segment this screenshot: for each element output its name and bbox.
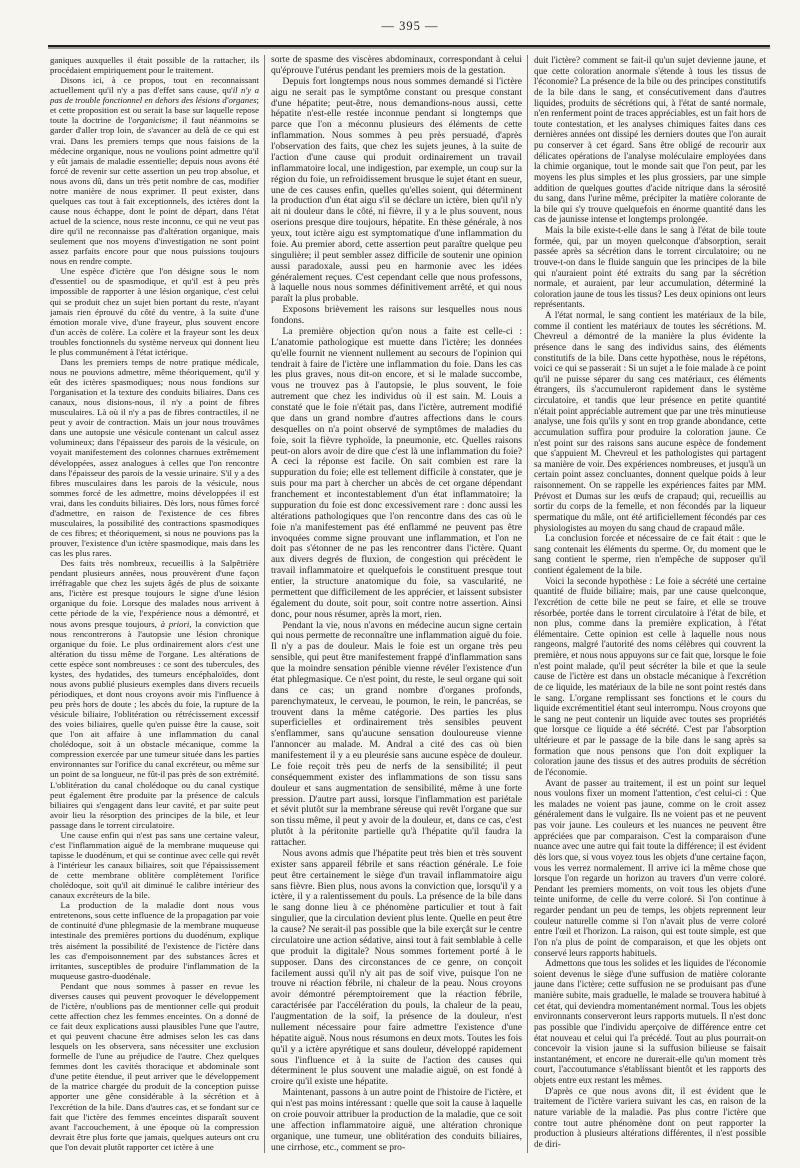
paragraph bbox=[534, 55, 766, 225]
column-body bbox=[271, 55, 522, 1153]
text-run: ; il faut néanmoins se garder d'aller trop loin, de s'avancer au delà de ce qui est vrai. Dans les premiers temps que nous faisions de la médecine organique, nous ne voulions point admettre qu'il y eût jamais de maladie essentielle; depuis nous avons été forcé de revenir sur cette assertion un peu trop absolue, et nous avons dû, dans un très petit nombre de cas, modifier notre manière de nous exprimer. Il peut exister, dans quelques cas tout à fait exceptionnels, des ictères dont la cause nous échappe, dont le point de départ, dans l'état actuel de la science, nous reste inconnu, ce qui ne veut pas dire qu'il ne reconnaisse pas d'altération organique, mais seulement que nos moyens d'investigation ne sont point assez parfaits encore pour que nous puissions toujours nous en rendre compte. bbox=[50, 115, 259, 267]
paragraph bbox=[271, 305, 522, 327]
paragraph bbox=[534, 310, 766, 533]
italic-text: organicisme bbox=[132, 115, 176, 126]
page-number: — 395 — bbox=[381, 19, 439, 33]
text-run: ganiques auxquelles il était possible de la rattacher, ils procédaient empiriquement pour le traitement. bbox=[50, 55, 259, 76]
column-body bbox=[534, 55, 766, 1149]
text-run: Avant de passer au traitement, il est un point sur lequel nous voulons fixer un moment l'attention, c'est celui-ci : Que les malades ne voient pas jaune, comme on le croit assez généralement dans le vulgaire. Ils ne voient pas et ne peuvent pas voir jaune. Les couleurs et les nuances ne peuvent être appréciées que par comparaison. C'est la comparaison d'une nuance avec une autre qui fait toute la différence; il est évident dès lors que, si vous voyez tous les objets d'une certaine façon, vous les verrez normalement. Il arrive ici la même chose que lorsque l'on regarde un horizon au travers d'un verre coloré. Pendant les premiers moments, on voit tous les objets d'une teinte uniforme, de celle du verre coloré. Si l'on continue à regarder pendant un peu de temps, les objets reprennent leur couleur naturelle comme si l'on n'avait plus de verre coloré entre l'œil et l'horizon. La raison, qui est toute simple, est que l'on n'a plus de point de comparaison, et que les objets ont conservé leurs rapports habituels. bbox=[534, 777, 766, 958]
text-run: La conclusion forcée et nécessaire de ce fait était : que le sang contenait les éléments du sperme. Or, du moment que le sang contient le sperme, rien n'empêche de supposer qu'il contient également de la bile. bbox=[534, 533, 766, 575]
paragraph bbox=[271, 621, 522, 849]
text-run: Nous avons admis que l'hépatite peut très bien et très souvent exister sans appareil fébrile et sans réaction générale. Le foie peut être certainement le siège d'un travail inflammatoire aigu sans fièvre. Bien plus, nous avons la conviction que, lorsqu'il y a ictère, il y a ralentissement du pouls. La présence de la bile dans le sang donne lieu à ce phénomène particulier et tout à fait singulier, que la circulation devient plus lente. Quelle en peut être la cause? Ne serait-il pas possible que la bile exerçât sur le centre circulatoire une action sédative, ainsi tout à fait semblable à celle que produit la digitale? Nous sommes fortement porté à le supposer. Dans des circonstances de ce genre, on conçoit facilement aussi qu'il n'y ait pas de soif vive, puisque l'on ne trouve ni réaction fébrile, ni chaleur de la peau. Nous croyons avoir démontré péremptoirement que la réaction fébrile, caractérisée par l'accélération du pouls, la chaleur de la peau, l'augmentation de la soif, la présence de la douleur, n'est nullement nécessaire pour faire admettre l'existence d'une hépatite aiguë. Nous nous résumons en deux mots. Toutes les fois qu'il y a ictère apyrétique et sans douleur, développé rapidement sous l'influence et à la suite de l'action des causes qui déterminent le plus souvent une maladie aiguë, on est fondé à croire qu'il existe une hépatite. bbox=[271, 847, 522, 1088]
paragraph bbox=[271, 55, 522, 77]
text-run: Dans les premiers temps de notre pratique médicale, nous ne pouvions admettre, même théoriquement, qu'il y eût des ictères spasmodiques; nous nous fondions sur l'organisation et la texture des conduits biliaires. Dans ces canaux, nous disions-nous, il n'y a point de fibres musculaires. Là où il n'y a pas de fibres contractiles, il ne peut y avoir de contraction. Mais un jour nous trouvâmes dans une autopsie une vésicule contenant un calcul assez volumineux; dans l'épaisseur des parois de la vésicule, on voyait manifestement des colonnes charnues extrêmement développées, assez analogues à celles que l'on rencontre dans l'épaisseur des parois de la vessie urinaire. S'il y a des fibres musculaires dans les parois de la vésicule, nous sommes forcé de les admettre, moins développées il est vrai, dans les conduits biliaires. Dès lors, nous fûmes forcé d'admettre, en raison de l'existence de ces fibres musculaires, la possibilité des contractions spasmodiques de ces fibres; et théoriquement, si nous ne pouvions pas la prouver, l'existence d'un ictère spasmodique, mais dans les cas les plus rares. bbox=[50, 356, 259, 559]
text-run: Disons ici, à ce propos, tout en reconnaissant actuellement qu'il n'y a pas d'effet sans cause, qu' bbox=[50, 75, 259, 96]
header-rule bbox=[48, 45, 770, 47]
text-column-right bbox=[527, 55, 766, 1153]
italic-text: il n'y a pas de trouble fonctionnel en dehors des lésions d'organes bbox=[50, 85, 259, 106]
text-run: La première objection qu'on nous a faite est celle-ci : L'anatomie pathologique est muette dans l'ictère; les données qu'elle fournit ne viennent nullement au secours de l'opinion qui tendrait à faire de l'ictère une inflammation du foie. Dans les cas les plus graves, nous dit-on encore, et si le malade succombe, vous ne trouvez pas à l'autopsie, le plus souvent, le foie autrement que chez les individus où il est sain. M. Louis a constaté que le foie n'était pas, dans l'ictère, autrement modifié que dans un grand nombre d'autres affections dans le cours desquelles on n'a point observé de symptômes de maladies du foie, soit la fièvre typhoïde, la pneumonie, etc. Quelles raisons peut-on alors avoir de dire que c'est là une inflammation du foie? A ceci la réponse est facile. On sait combien est rare la suppuration du foie; elle est tellement difficile à constater, que je suis pour ma part à chercher un abcès de cet organe dépendant franchement et incontestablement d'un état inflammatoire; la suppuration du foie est donc excessivement rare : donc aussi les altérations pathologiques que l'on rencontre dans des cas où le foie n'a manifestement pas été enflammé ne peuvent pas être invoquées comme signe prouvant une inflammation, et l'on ne doit pas s'étonner de ne pas les rencontrer dans l'ictère. Quant aux divers degrés de fluxion, de congestion qui précèdent le travail inflammatoire et quelquefois le constituent presque tout entier, la structure anatomique du foie, sa vascularité, ne permettent que difficilement de les apprécier, et laissent subsister également du doute, soit pour, soit contre notre assertion. Ainsi donc, pour nous résumer, après la mort, rien. bbox=[271, 325, 522, 620]
text-run: Pendant la vie, nous n'avons en médecine aucun signe certain qui nous permette de reconnaître une inflammation aiguë du foie. Il n'y a pas de douleur. Mais le foie est un organe très peu sensible, qui peut être manifestement frappé d'inflammation sans que la moindre sensation pénible vienne révéler l'existence d'un état phlegmasique. Ce n'est point, du reste, le seul organe qui soit dans ce cas; un grand nombre d'organes profonds, parenchymateux, le cerveau, le poumon, le rein, le pancréas, se trouvent dans la même catégorie. Des parties les plus superficielles et ordinairement très sensibles peuvent s'enflammer, sans qu'aucune sensation douloureuse vienne l'annoncer au malade. M. Andral a cité des cas où bien manifestement il y a eu pleurésie sans aucune espèce de douleur. Le foie reçoit très peu de nerfs de la sensibilité; il peut conséquemment exister des inflammations de son tissu sans douleur et sans augmentation de sensibilité, même à une forte pression. D'autre part aussi, lorsque l'inflammation est pariétale et sévit plutôt sur la membrane séreuse qui revêt l'organe que sur son tissu même, il peut y avoir de la douleur, et, dans ce cas, c'est plutôt à la péritonite partielle qu'à l'hépatite qu'il faudra la rattacher. bbox=[271, 619, 522, 848]
text-run: Maintenant, passons à un autre point de l'histoire de l'ictère, et qui n'est pas moins intéressant : quelle que soit la cause à laquelle on croie pouvoir attribuer la production de la maladie, que ce soit une affection inflammatoire aiguë, une altération chronique organique, une tumeur, une oblitération des conduits biliaires, une cirrhose, etc., comment se pro- bbox=[271, 1087, 522, 1153]
paragraph bbox=[50, 558, 259, 830]
text-run: A l'état normal, le sang contient les matériaux de la bile, comme il contient les matériaux de toutes les sécrétions. M. Chevreul a démontré de la manière la plus évidente la présence dans le sang des individus sains, des éléments constitutifs de la bile. Dans cette hypothèse, nous le répétons, voici ce qui se passerait : Si un sujet a le foie malade à ce point qu'il ne puisse séparer du sang ces matériaux, ces éléments étrangers, ils s'accumuleront rapidement dans le système circulatoire, et tandis que leur présence en petite quantité n'était point appréciable autrement que par une très minutieuse analyse, une fois qu'ils y sont en trop grande abondance, cette accumulation suffira pour produire la coloration jaune. Ce n'est point sur des raisons sans aucune espèce de fondement que s'appuient M. Chevreul et les pathologistes qui partagent sa manière de voir. Des expériences nombreuses, et jusqu'à un certain point assez concluantes, donnent quelque poids à leur raisonnement. On se rappelle les expériences faites par MM. Prévost et Dumas sur les œufs de crapaud; qui, recueillis au sortir du corps de la femelle, et non fécondés par la liqueur spermatique du mâle, ont été artificiellement fécondés par ces physiologistes au moyen du sang chaud de crapaud mâle. bbox=[534, 310, 766, 533]
paragraph bbox=[50, 357, 259, 558]
paragraph bbox=[534, 225, 766, 310]
paragraph bbox=[534, 576, 766, 778]
paragraph bbox=[50, 981, 259, 1152]
text-columns bbox=[50, 55, 766, 1153]
text-run: La production de la maladie dont nous vous entretenons, sous cette influence de la propagation par voie de continuité d'une phlegmasie de la membrane muqueuse intestinale des premières portions du duodénum, explique très aisément la possibilité de l'existence de l'ictère dans les cas d'empoisonnement par des substances âcres et irritantes, susceptibles de produire l'inflammation de la muqueuse gastro-duodénale. bbox=[50, 900, 259, 981]
paragraph bbox=[271, 77, 522, 305]
paragraph bbox=[534, 1086, 766, 1150]
text-run: Pendant que nous sommes à passer en revue les diverses causes qui peuvent provoquer le développement de l'ictère, n'oublions pas de mentionner celle qui produit cette affection chez les femmes enceintes. On a donné de ce fait deux explications aussi plausibles l'une que l'autre, et qui peuvent chacune être admises selon les cas dans lesquels on les observera, sans nécessiter une exclusion formelle de l'une au préjudice de l'autre. Chez quelques femmes dont les cavités thoracique et abdominale sont d'une petite étendue, il peut arriver que le développement de la matrice chargée du produit de la conception puisse apporter une gêne considérable à la sécrétion et à l'excrétion de la bile. Dans d'autres cas, et se fondant sur ce fait que l'ictère des femmes enceintes disparaît souvent avant l'accouchement, à une époque où la compression devrait être plus forte que jamais, quelques auteurs ont cru que l'on devait plutôt rapporter cet ictère à une bbox=[50, 980, 259, 1152]
text-run: Mais la bile existe-t-elle dans le sang à l'état de bile toute formée, qui, par un moyen quelconque d'absorption, serait passée après sa sécrétion dans le torrent circulatoire; ou ne trouve-t-on dans le fluide sanguin que les principes de la bile qui n'auraient point été extraits du sang par la sécrétion normale, et auraient, par leur accumulation, déterminé la coloration jaune de tous les tissus? Les deux opinions ont leurs représentants. bbox=[534, 225, 766, 310]
text-run: sorte de spasme des viscères abdominaux, correspondant à celui qu'éprouve l'utérus pendant les premiers mois de la gestation. bbox=[271, 55, 522, 76]
text-run: Une espèce d'ictère que l'on désigne sous le nom d'essentiel ou de spasmodique, et qu'il est à peu près impossible de rapporter à une lésion organique, c'est celui qui se produit chez un sujet bien portant du reste, n'ayant jamais rien éprouvé du côté du ventre, à la suite d'une émotion morale vive, d'une frayeur, plus souvent encore d'un accès de colère. La colère et la frayeur sont les deux troubles fonctionnels du système nerveux qui donnent lieu le plus communément à l'état ictérique. bbox=[50, 266, 259, 357]
text-column-middle bbox=[264, 55, 527, 1153]
text-run: Des faits très nombreux, recueillis à la Salpêtrière pendant plusieurs années, nous prouvèrent d'une façon irréfragable que chez les sujets âgés de plus de soixante ans, l'ictère est presque toujours le signe d'une lésion organique du foie. Lorsque des malades nous arrivent à cette période de la vie, l'expérience nous a démontré, et nous avons presque toujours, bbox=[50, 558, 259, 629]
paragraph bbox=[271, 327, 522, 621]
column-body bbox=[50, 55, 259, 1152]
paragraph bbox=[50, 266, 259, 357]
text-run: Exposons brièvement les raisons sur lesquelles nous nous fondons. bbox=[271, 304, 522, 326]
paragraph bbox=[534, 958, 766, 1086]
italic-text: à priori bbox=[160, 618, 190, 629]
text-run: D'après ce que nous avons dit, il est évident que le traitement de l'ictère variera suivant les cas, en raison de la nature variable de la maladie. Pas plus contre l'ictère que contre tout autre phénomène dont on peut rapporter la production à plusieurs altérations différentes, il n'est possible de diri- bbox=[534, 1085, 766, 1149]
text-run: Voici la seconde hypothèse : Le foie a sécrété une certaine quantité de fluide biliaire; mais, par une cause quelconque, l'excrétion de cette bile ne peut se faire, et elle se trouve résorbée, portée dans le torrent circulatoire à l'état de bile, et non plus, comme dans la première explication, à l'état élémentaire. Cette opinion est celle à laquelle nous nous rangeons, malgré l'autorité des noms célèbres qui couvrent la première, et nous nous appuyons sur ce fait que, lorsque le foie n'est point malade, qu'il peut sécréter la bile et que la seule cause de l'ictère est dans un obstacle mécanique à l'excrétion de ce liquide, les matériaux de la bile ne sont point restés dans le sang. L'organe remplissant ses fonctions et le cours du liquide excrémentitiel étant seul interrompu. Nous croyons que le sang ne peut contenir un liquide avec toutes ses propriétés que lorsque ce liquide a été sécrété. C'est par l'absorption ultérieure et par le passage de la bile dans le sang après sa formation que nous pensons que l'on doit expliquer la coloration jaune des tissus et des autres produits de sécrétion de l'économie. bbox=[534, 575, 766, 777]
text-run: Depuis fort longtemps nous nous sommes demandé si l'ictère aigu ne serait pas le symptôme constant ou presque constant d'une hépatite; peut-être, nous demandions-nous aussi, cette hépatite n'est-elle restée inconnue pendant si longtemps que parce que l'on a méconnu plusieurs des éléments de cette inflammation. Nous sommes à peu près persuadé, d'après l'observation des faits, que chez les sujets jeunes, à la suite de l'action d'une cause qui produit ordinairement un travail inflammatoire local, une indigestion, par exemple, un coup sur la région du foie, un refroidissement brusque le sujet étant en sueur, une de ces causes enfin, quelles qu'elles soient, qui déterminent la production d'un état aigu s'il se déclare un ictère, bien qu'il n'y ait ni douleur dans le côté, ni fièvre, il y a le plus souvent, nous oserions presque dire toujours, hépatite. En thèse générale, à nos yeux, tout ictère aigu est symptomatique d'une inflammation du foie. Au premier abord, cette assertion peut paraître quelque peu singulière; il peut sembler assez difficile de soutenir une opinion aussi paradoxale, aussi peu en harmonie avec les idées généralement reçues. C'est cependant celle que nous professons, à laquelle nous nous sommes définitivement arrêté, et qui nous paraît la plus probable. bbox=[271, 75, 522, 305]
paragraph bbox=[271, 1088, 522, 1153]
paragraph bbox=[50, 900, 259, 981]
paragraph bbox=[534, 778, 766, 959]
text-run: Admettons que tous les solides et les liquides de l'économie soient devenus le siège d'une suffusion de matière colorante jaune dans l'ictère; cette suffusion ne se produisant pas d'une manière subite, mais graduelle, le malade se trouvera habitué à cet état, qui deviendra momentanément normal. Tous les objets environnants conserveront leurs rapports mutuels. Il n'est donc pas possible que l'individu aperçoive de différence entre cet état nouveau et celui qui l'a précédé. Tout au plus pourrait-on concevoir la vision jaune si la suffusion bilieuse se faisait instantanément, et encore ne durerait-elle qu'un moment très court, l'accoutumance s'établissant bientôt et les rapports des objets entre eux restant les mêmes. bbox=[534, 958, 766, 1085]
text-run: , la conviction que nous rencontrerons à l'autopsie une lésion chronique organique du foie. Le plus ordinairement alors c'est une altération du tissu même de l'organe. Les altérations de cette espèce sont nombreuses : ce sont des tubercules, des kystes, des hydatides, des tumeurs encéphaloïdes, dont nous avons publié plusieurs exemples dans divers recueils périodiques, et dont nous croyons avoir mis l'influence à peu près hors de doute ; les abcès du foie, la rupture de la vésicule biliaire, l'oblitération ou rétrécissement excessif des voies biliaires, quelle qu'en puisse être la cause, soit que l'on ait affaire à une inflammation du canal cholédoque, soit à un obstacle mécanique, comme la compression exercée par une tumeur située dans les parties environnantes sur l'orifice du canal excréteur, ou même sur un point de sa longueur, ne fût-il pas près de son extrémité. L'oblitération du canal cholédoque ou du canal cystique peut également être produite par la présence de calculs biliaires qui s'engagent dans leur cavité, et par suite peut avoir lieu la résorption des principes de la bile, et leur passage dans le torrent circulatoire. bbox=[50, 618, 259, 830]
paragraph bbox=[50, 55, 259, 75]
paragraph bbox=[50, 830, 259, 900]
paragraph bbox=[271, 849, 522, 1088]
text-column-left bbox=[50, 55, 264, 1153]
paragraph bbox=[50, 75, 259, 266]
text-run: ; et cette proposition est ou serait la base sur laquelle repose toute la doctrine de l' bbox=[50, 95, 259, 126]
text-run: duit l'ictère? comment se fait-il qu'un sujet devienne jaune, et que cette coloration anormale s'étende à tous les tissus de l'économie? La présence de la bile ou des principes constitutifs de la bile dans le sang, et consécutivement dans d'autres liquides, produits de sécrétions qui, à l'état de santé normale, n'en renferment point de traces appréciables, est un fait hors de toute contestation, et les analyses chimiques faites dans ces dernières années ont dissipé les derniers doutes que l'on aurait pu conserver à cet égard. Sans être obligé de recourir aux délicates opérations de l'analyse moléculaire employées dans la chimie organique, tout le monde sait que l'on peut, par les moyens les plus simples et les plus grossiers, par une simple addition de quelques gouttes d'acide nitrique dans la sérosité du sang, dans l'urine même, précipiter la matière colorante de la bile qui s'y trouve quelquefois en énorme quantité dans les cas de jaunisse intense et longtemps prolongée. bbox=[534, 55, 766, 225]
paragraph bbox=[534, 533, 766, 576]
text-run: Une cause enfin qui n'est pas sans une certaine valeur, c'est l'inflammation aiguë de la membrane muqueuse qui tapisse le duodénum, et qui se continue avec celle qui revêt à l'intérieur les canaux biliaires, soit que l'épaississement de cette membrane oblitère complètement l'orifice cholédoque, soit qu'il ait diminué le calibre intérieur des canaux excréteurs de la bile. bbox=[50, 829, 259, 901]
